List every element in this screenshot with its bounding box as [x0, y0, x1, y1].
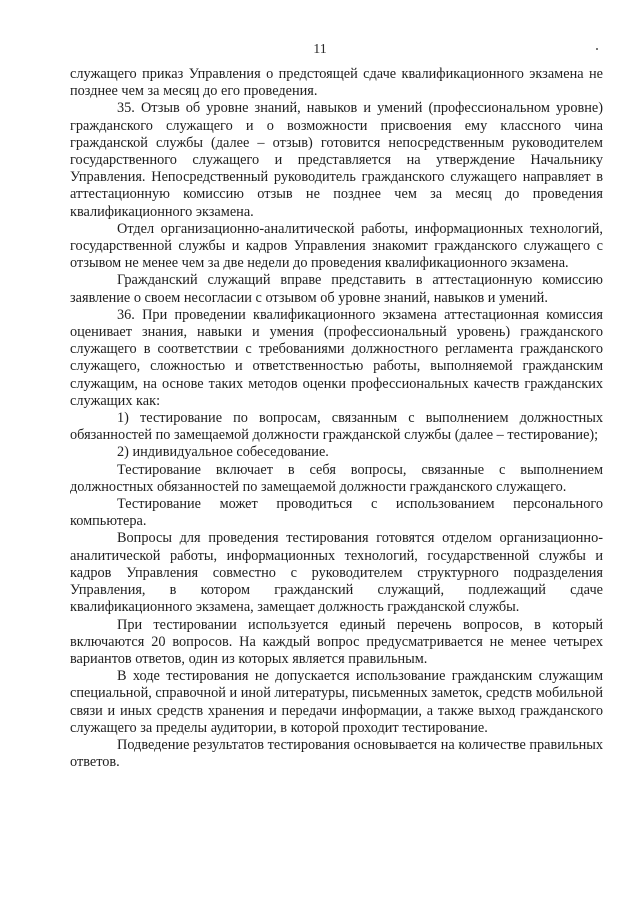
paragraph-testing-content: Тестирование включает в себя вопросы, связанные с выполнением должностных обязанностей по замещаемой должности гражданского служащего.: [70, 461, 603, 495]
paragraph-disagreement: Гражданский служащий вправе представить в аттестационную комиссию заявление о своем несогласии с отзывом об уровне знаний, навыков и умений.: [70, 272, 603, 306]
paragraph-question-list: При тестировании используется единый перечень вопросов, в который включаются 20 вопросов. На каждый вопрос предусматривается не менее четырех вариантов ответов, один из которых является правильным.: [70, 616, 603, 667]
scan-speck: [596, 48, 598, 50]
paragraph-item-36: 36. При проведении квалификационного экзамена аттестационная комиссия оценивает знания, навыки и умения (профессиональный уровень) гражданского служащего в соответствии с требованиями должностного регламента гражданского служащего, сложностью и ответственностью работы, выполняемой гражданским служащим, на основе таких методов оценки профессиональных качеств гражданских служащих как:: [70, 306, 603, 409]
paragraph-testing-rules: В ходе тестирования не допускается использование гражданским служащим специальной, справочной и иной литературы, письменных заметок, средств мобильной связи и иных средств хранения и передачи информации, а также выход гражданского служащего за пределы аудитории, в которой проходит тестирование.: [70, 668, 603, 736]
document-body: [70, 66, 603, 771]
paragraph-testing-computer: Тестирование может проводиться с использованием персонального компьютера.: [70, 496, 603, 530]
list-item-testing: 1) тестирование по вопросам, связанным с выполнением должностных обязанностей по замещаемой должности гражданской службы (далее – тестирование);: [70, 410, 603, 444]
page-number: 11: [313, 42, 327, 57]
list-item-interview: 2) индивидуальное собеседование.: [117, 444, 329, 461]
paragraph-continuation: служащего приказ Управления о предстоящей сдаче квалификационного экзамена не позднее чем за месяц до его проведения.: [70, 66, 603, 100]
paragraph-hr-department: Отдел организационно-аналитической работы, информационных технологий, государственной службы и кадров Управления знакомит гражданского служащего с отзывом не менее чем за две недели до проведения квалификационного экзамена.: [70, 220, 603, 272]
paragraph-testing-results: Подведение результатов тестирования основывается на количестве правильных ответов.: [70, 736, 603, 771]
paragraph-questions-preparation: Вопросы для проведения тестирования готовятся отделом организационно-аналитической работы, информационных технологий, государственной службы и кадров Управления совместно с руководителем структурного подразделения Управления, в котором гражданский служащий, подлежащий сдаче квалификационного экзамена, замещает должность гражданской службы.: [70, 530, 603, 616]
paragraph-item-35: 35. Отзыв об уровне знаний, навыков и умений (профессиональном уровне) гражданского служащего и о возможности присвоения ему классного чина гражданской службы (далее – отзыв) готовится непосредственным руководителем государственного служащего и представляется на утверждение Начальнику Управления. Непосредственный руководитель гражданского служащего направляет в аттестационную комиссию отзыв не позднее чем за месяц до проведения квалификационного экзамена.: [70, 100, 603, 220]
